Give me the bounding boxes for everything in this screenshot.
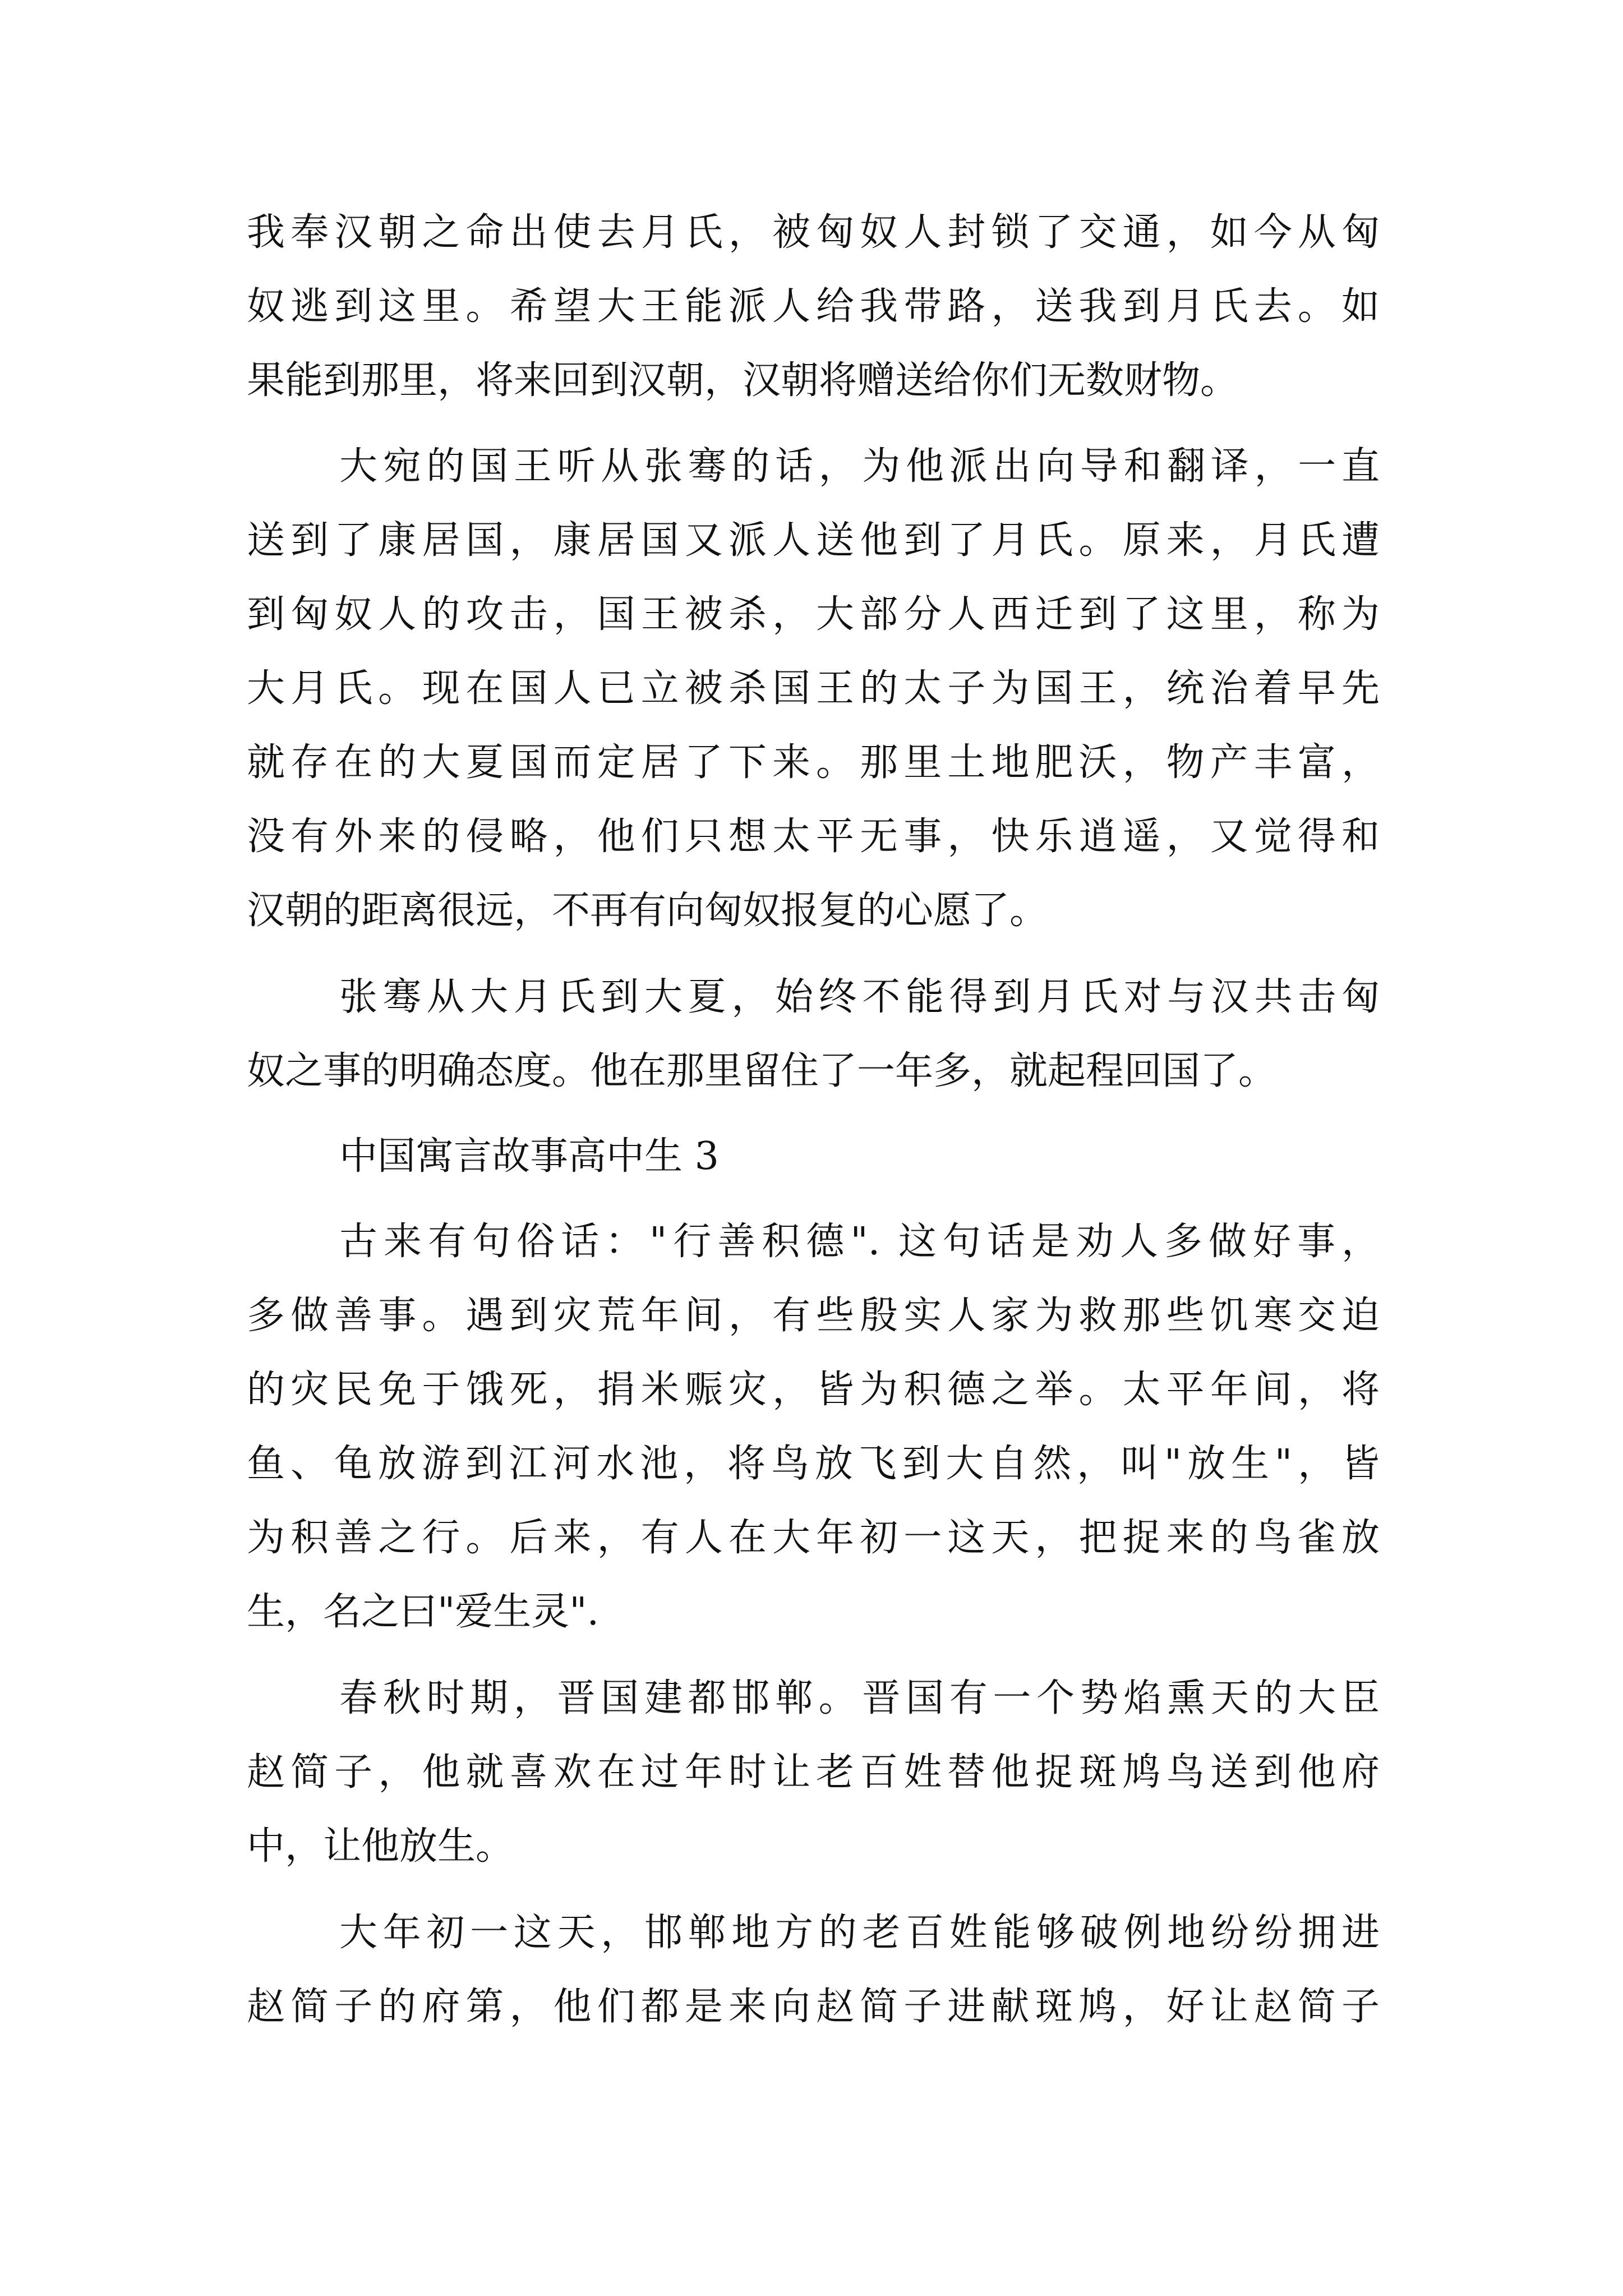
text-line: 赵简子，他就喜欢在过年时让老百姓替他捉斑鸠鸟送到他府 <box>247 1750 1380 1795</box>
text-line: 鱼、龟放游到江河水池，将鸟放飞到大自然，叫"放生"，皆 <box>247 1442 1380 1486</box>
text-line: 果能到那里，将来回到汉朝，汉朝将赠送给你们无数财物。 <box>247 358 1239 403</box>
text-line: 生，名之曰"爱生灵". <box>247 1590 600 1634</box>
text-line: 没有外来的侵略，他们只想太平无事，快乐逍遥，又觉得和 <box>247 815 1380 859</box>
text-line: 为积善之行。后来，有人在大年初一这天，把捉来的鸟雀放 <box>247 1516 1380 1560</box>
text-line: 中，让他放生。 <box>247 1824 514 1869</box>
text-line: 多做善事。遇到灾荒年间，有些殷实人家为救那些饥寒交迫 <box>247 1294 1380 1338</box>
text-line: 赵简子的府第，他们都是来向赵简子进献斑鸠，好让赵简子 <box>247 1985 1380 2029</box>
text-line: 就存在的大夏国而定居了下来。那里土地肥沃，物产丰富， <box>247 740 1380 785</box>
text-line: 古来有句俗话："行善积德". 这句话是劝人多做好事， <box>339 1220 1380 1264</box>
text-line: 奴之事的明确态度。他在那里留住了一年多，就起程回国了。 <box>247 1049 1277 1093</box>
text-line: 大月氏。现在国人已立被杀国王的太子为国王，统治着早先 <box>247 666 1380 711</box>
text-line: 到匈奴人的攻击，国王被杀，大部分人西迁到了这里，称为 <box>247 592 1380 637</box>
text-line: 大年初一这天，邯郸地方的老百姓能够破例地纷纷拥进 <box>339 1911 1380 1955</box>
text-line: 汉朝的距离很远，不再有向匈奴报复的心愿了。 <box>247 889 1048 933</box>
text-line: 送到了康居国，康居国又派人送他到了月氏。原来，月氏遭 <box>247 518 1380 563</box>
text-line: 张骞从大月氏到大夏，始终不能得到月氏对与汉共击匈 <box>339 975 1380 1019</box>
section-heading: 中国寓言故事高中生 3 <box>339 1134 719 1179</box>
text-line: 的灾民免于饿死，捐米赈灾，皆为积德之举。太平年间，将 <box>247 1368 1380 1412</box>
text-line: 奴逃到这里。希望大王能派人给我带路，送我到月氏去。如 <box>247 284 1380 329</box>
text-line: 春秋时期，晋国建都邯郸。晋国有一个势焰熏天的大臣 <box>339 1676 1380 1720</box>
text-line: 我奉汉朝之命出使去月氏，被匈奴人封锁了交通，如今从匈 <box>247 210 1380 255</box>
text-line: 大宛的国王听从张骞的话，为他派出向导和翻译，一直 <box>339 444 1380 489</box>
